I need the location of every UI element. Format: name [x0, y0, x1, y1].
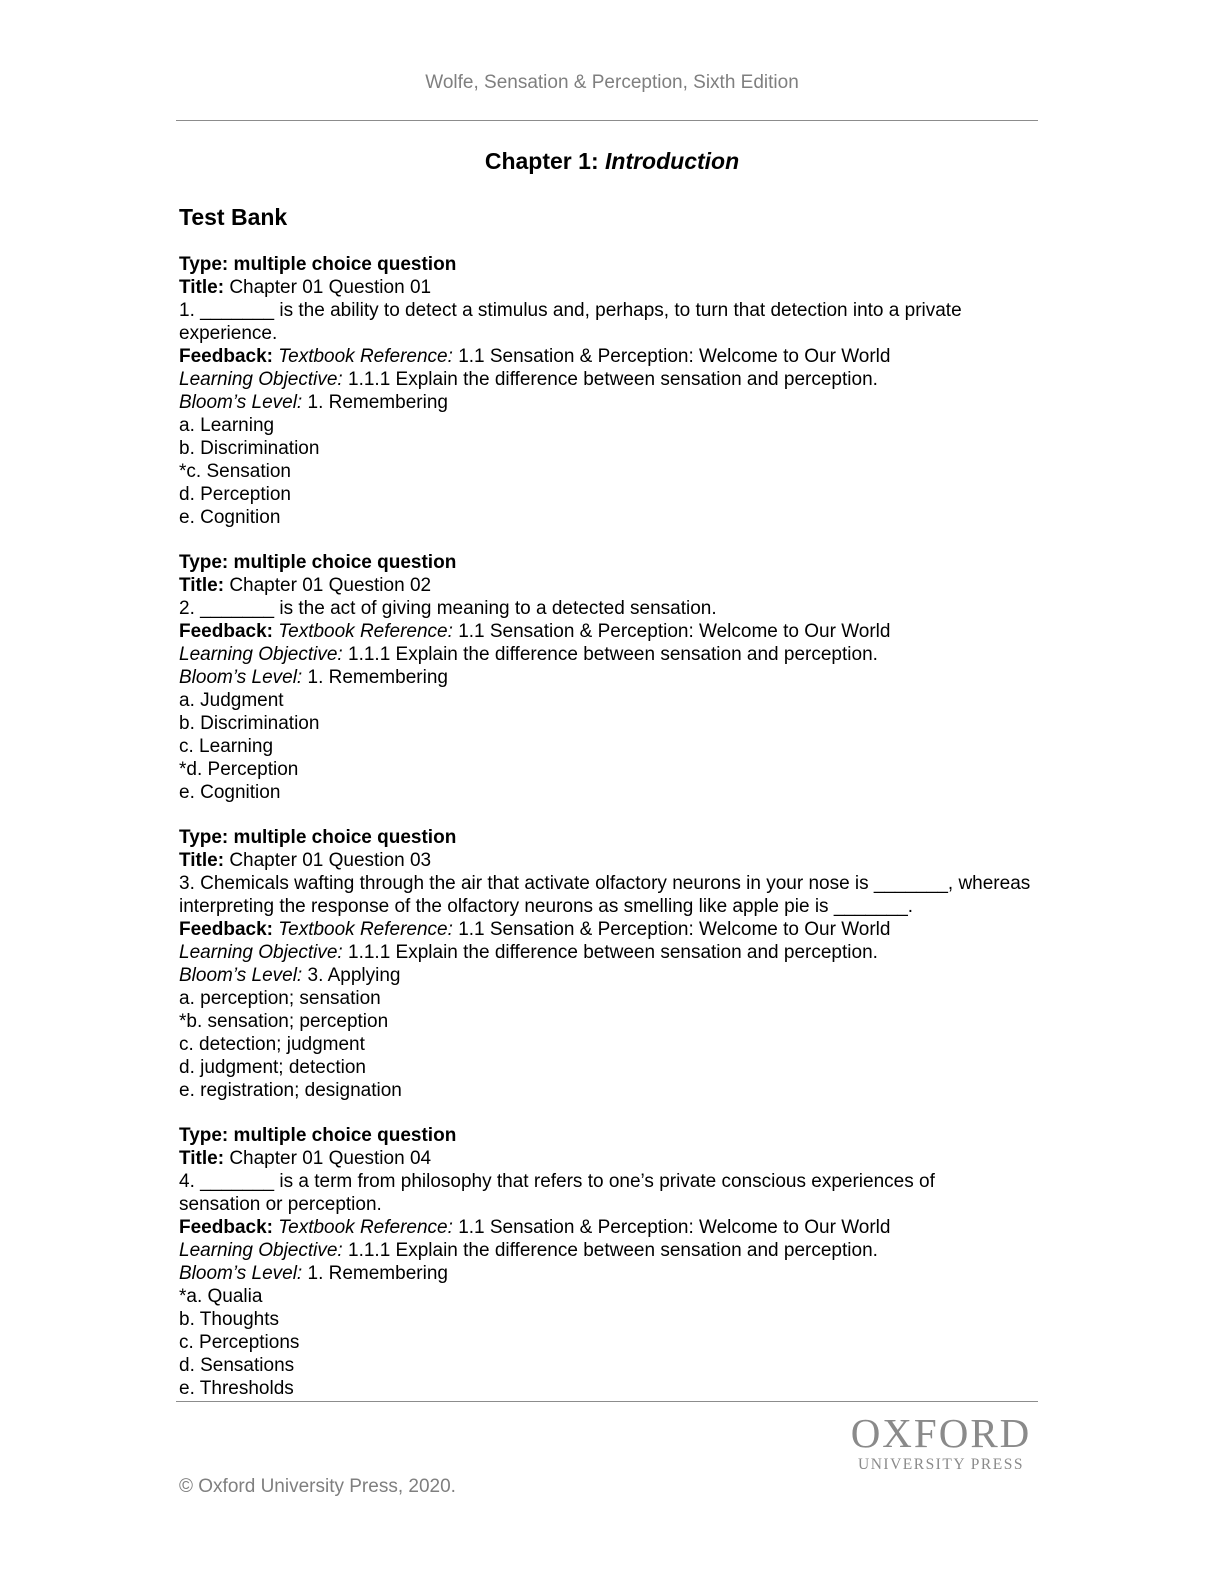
type-label: Type:	[179, 552, 229, 573]
logo-wordmark: OXFORD	[850, 1410, 1032, 1456]
textbook-reference-value: 1.1 Sensation & Perception: Welcome to Our World	[458, 621, 891, 642]
answer-option: b. Discrimination	[179, 438, 320, 459]
answer-option: d. judgment; detection	[179, 1057, 366, 1078]
feedback-line	[179, 620, 1039, 643]
feedback-line	[179, 918, 1039, 941]
blooms-level-label: Bloom’s Level:	[179, 392, 303, 413]
feedback-label: Feedback:	[179, 621, 273, 642]
answer-option: e. Cognition	[179, 782, 281, 803]
learning-objective-label: Learning Objective:	[179, 942, 343, 963]
question-stem: 1. _______ is the ability to detect a stimulus and, perhaps, to turn that detection into a private experience.	[179, 300, 962, 344]
question-item	[179, 253, 1039, 529]
question-item	[179, 1124, 1039, 1400]
title-label: Title:	[179, 277, 225, 298]
answer-option: e. Cognition	[179, 507, 281, 528]
chapter-title	[0, 148, 1224, 175]
answer-option: c. Learning	[179, 736, 274, 757]
learning-objective-value: 1.1.1 Explain the difference between sensation and perception.	[348, 942, 878, 963]
blooms-level-label: Bloom’s Level:	[179, 1263, 303, 1284]
learning-objective-line	[179, 941, 1039, 964]
answer-option: a. Learning	[179, 415, 275, 436]
answer-option-correct: *b. sensation; perception	[179, 1011, 389, 1032]
learning-objective-line	[179, 1239, 1039, 1262]
question-stem: 3. Chemicals wafting through the air that activate olfactory neurons in your nose is _______, whereas interpreting the response of the olfactory neurons as smelling like apple pie is _______.	[179, 873, 1031, 917]
blooms-level-label: Bloom’s Level:	[179, 667, 303, 688]
logo-subline: UNIVERSITY PRESS	[858, 1456, 1024, 1473]
answer-option: c. detection; judgment	[179, 1034, 365, 1055]
learning-objective-label: Learning Objective:	[179, 369, 343, 390]
blooms-level-label: Bloom’s Level:	[179, 965, 303, 986]
answer-option-correct: *d. Perception	[179, 759, 299, 780]
blooms-level-value: 1. Remembering	[307, 667, 448, 688]
type-value: multiple choice question	[233, 827, 457, 848]
type-label: Type:	[179, 254, 229, 275]
answer-option: a. Judgment	[179, 690, 284, 711]
answer-option: d. Sensations	[179, 1355, 295, 1376]
title-value: Chapter 01 Question 04	[229, 1148, 432, 1169]
blooms-level-line	[179, 1262, 1039, 1285]
question-item	[179, 551, 1039, 804]
oxford-logo	[836, 1410, 1046, 1474]
copyright-notice: © Oxford University Press, 2020.	[179, 1476, 456, 1497]
title-label: Title:	[179, 1148, 225, 1169]
title-label: Title:	[179, 850, 225, 871]
feedback-line	[179, 1216, 1039, 1239]
answer-option: e. registration; designation	[179, 1080, 402, 1101]
question-type	[179, 826, 1039, 849]
blooms-level-value: 1. Remembering	[307, 392, 448, 413]
answer-option: b. Thoughts	[179, 1309, 280, 1330]
title-value: Chapter 01 Question 01	[229, 277, 432, 298]
chapter-label: Chapter 1:	[484, 148, 599, 174]
textbook-reference-label: Textbook Reference:	[278, 346, 453, 367]
textbook-reference-value: 1.1 Sensation & Perception: Welcome to Our World	[458, 346, 891, 367]
question-type	[179, 551, 1039, 574]
type-label: Type:	[179, 827, 229, 848]
question-title	[179, 849, 1039, 872]
textbook-reference-value: 1.1 Sensation & Perception: Welcome to Our World	[458, 919, 891, 940]
blooms-level-value: 3. Applying	[307, 965, 401, 986]
answer-option: b. Discrimination	[179, 713, 320, 734]
learning-objective-value: 1.1.1 Explain the difference between sensation and perception.	[348, 644, 878, 665]
answer-option: c. Perceptions	[179, 1332, 300, 1353]
question-item	[179, 826, 1039, 1102]
learning-objective-line	[179, 643, 1039, 666]
learning-objective-line	[179, 368, 1039, 391]
type-label: Type:	[179, 1125, 229, 1146]
question-type	[179, 253, 1039, 276]
answer-option: a. perception; sensation	[179, 988, 381, 1009]
feedback-label: Feedback:	[179, 919, 273, 940]
footer-divider	[176, 1401, 1038, 1402]
title-value: Chapter 01 Question 03	[229, 850, 432, 871]
question-type	[179, 1124, 1039, 1147]
feedback-label: Feedback:	[179, 346, 273, 367]
blooms-level-line	[179, 666, 1039, 689]
textbook-reference-value: 1.1 Sensation & Perception: Welcome to Our World	[458, 1217, 891, 1238]
textbook-reference-label: Textbook Reference:	[278, 621, 453, 642]
title-label: Title:	[179, 575, 225, 596]
feedback-line	[179, 345, 1039, 368]
section-title: Test Bank	[179, 204, 288, 230]
learning-objective-label: Learning Objective:	[179, 1240, 343, 1261]
type-value: multiple choice question	[233, 552, 457, 573]
question-title	[179, 276, 1039, 299]
textbook-reference-label: Textbook Reference:	[278, 1217, 453, 1238]
blooms-level-line	[179, 964, 1039, 987]
feedback-label: Feedback:	[179, 1217, 273, 1238]
question-list	[179, 253, 1039, 1422]
learning-objective-value: 1.1.1 Explain the difference between sensation and perception.	[348, 1240, 878, 1261]
type-value: multiple choice question	[233, 254, 457, 275]
question-title	[179, 574, 1039, 597]
question-title	[179, 1147, 1039, 1170]
answer-option: e. Thresholds	[179, 1378, 294, 1399]
blooms-level-value: 1. Remembering	[307, 1263, 448, 1284]
answer-option: d. Perception	[179, 484, 291, 505]
page-header: Wolfe, Sensation & Perception, Sixth Edition	[425, 72, 799, 93]
textbook-reference-label: Textbook Reference:	[278, 919, 453, 940]
question-stem: 4. _______ is a term from philosophy that refers to one’s private conscious experiences of sensation or perception.	[179, 1171, 935, 1215]
blooms-level-line	[179, 391, 1039, 414]
learning-objective-value: 1.1.1 Explain the difference between sensation and perception.	[348, 369, 878, 390]
question-stem: 2. _______ is the act of giving meaning to a detected sensation.	[179, 598, 717, 619]
header-divider	[176, 120, 1038, 121]
chapter-subtitle: Introduction	[605, 148, 740, 174]
answer-option-correct: *c. Sensation	[179, 461, 291, 482]
answer-option-correct: *a. Qualia	[179, 1286, 263, 1307]
title-value: Chapter 01 Question 02	[229, 575, 432, 596]
type-value: multiple choice question	[233, 1125, 457, 1146]
learning-objective-label: Learning Objective:	[179, 644, 343, 665]
